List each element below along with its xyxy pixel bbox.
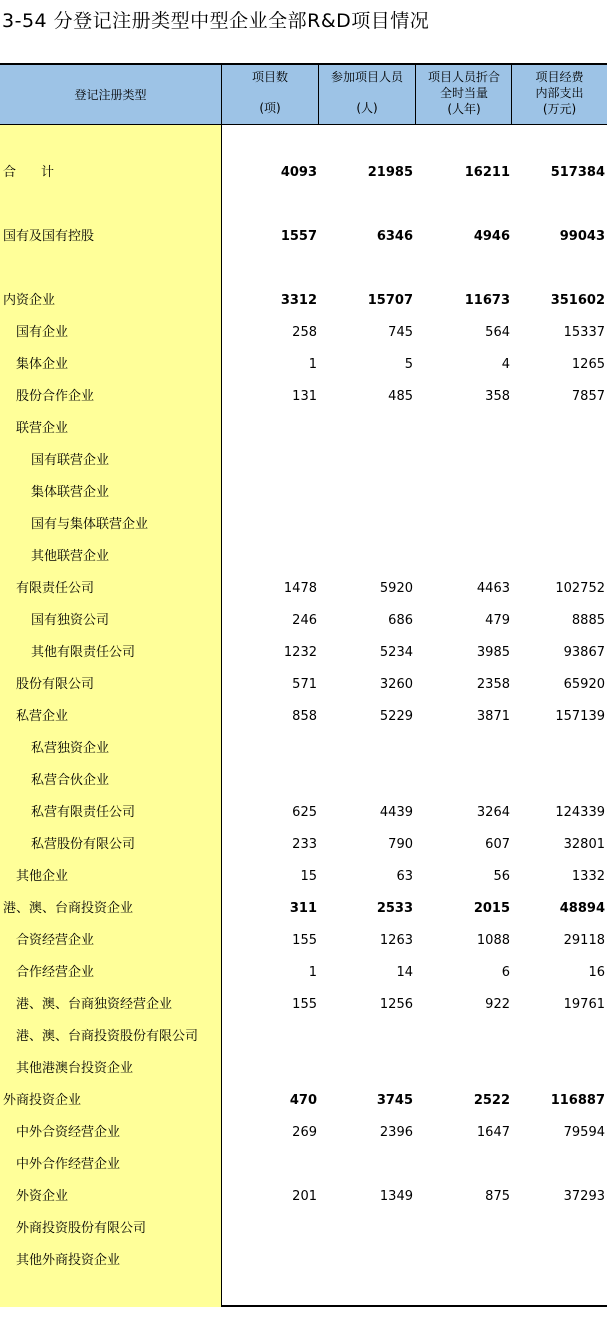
header-expenditure [512, 65, 607, 124]
row-value: 4439 [379, 805, 413, 820]
row-value: 351602 [550, 293, 605, 308]
row-value: 5 [404, 357, 413, 372]
row-label: 合资经营企业 [16, 933, 95, 948]
table-row [0, 1021, 607, 1053]
row-value: 1 [308, 965, 317, 980]
row-value: 5234 [379, 645, 413, 660]
table-row [0, 285, 607, 317]
row-value: 5229 [379, 709, 413, 724]
row-value: 1 [308, 357, 317, 372]
row-value: 124339 [555, 805, 605, 820]
row-value: 686 [388, 613, 413, 628]
table-row [0, 573, 607, 605]
table-row [0, 349, 607, 381]
row-value: 15 [300, 869, 317, 884]
row-value: 246 [292, 613, 317, 628]
table-row [0, 541, 607, 573]
row-value: 233 [292, 837, 317, 852]
row-value: 4093 [280, 165, 317, 180]
row-value: 258 [292, 325, 317, 340]
table-row [0, 605, 607, 637]
row-value: 311 [289, 901, 317, 916]
table-row [0, 509, 607, 541]
row-label: 合 计 [3, 165, 61, 180]
row-value: 131 [292, 389, 317, 404]
table-row [0, 1053, 607, 1085]
row-value: 37293 [563, 1189, 605, 1204]
row-label: 港、澳、台商投资企业 [3, 901, 134, 916]
table-row [0, 1181, 607, 1213]
row-value: 3985 [476, 645, 510, 660]
header-line: (人) [356, 101, 378, 115]
row-value: 21985 [367, 165, 413, 180]
row-value: 32801 [563, 837, 605, 852]
row-label: 外商投资股份有限公司 [16, 1221, 147, 1236]
header-fte [416, 65, 512, 124]
table-row [0, 829, 607, 861]
row-value: 4463 [476, 581, 510, 596]
row-value: 858 [292, 709, 317, 724]
table-row [0, 925, 607, 957]
row-label: 私营有限责任公司 [31, 805, 136, 820]
header-line: 全时当量 [439, 86, 488, 100]
table-row [0, 733, 607, 765]
row-label: 其他企业 [16, 869, 69, 884]
row-value: 3871 [476, 709, 510, 724]
row-label: 其他港澳台投资企业 [16, 1061, 134, 1076]
row-value: 2533 [376, 901, 413, 916]
table-row [0, 701, 607, 733]
row-value: 99043 [559, 229, 605, 244]
row-value: 1088 [476, 933, 510, 948]
row-value: 19761 [563, 997, 605, 1012]
header-line: 登记注册类型 [74, 88, 147, 102]
row-value: 201 [292, 1189, 317, 1204]
row-value: 14 [396, 965, 413, 980]
row-value: 157139 [555, 709, 605, 724]
row-value: 875 [485, 1189, 510, 1204]
header-line: (人年) [447, 102, 481, 116]
row-label: 合作经营企业 [16, 965, 95, 980]
row-value: 4946 [473, 229, 510, 244]
row-value: 3312 [280, 293, 317, 308]
row-value: 4 [501, 357, 510, 372]
row-value: 1332 [571, 869, 605, 884]
row-value: 1557 [280, 229, 317, 244]
header-line: 项目人员折合 [427, 70, 500, 84]
row-value: 6 [501, 965, 510, 980]
table-row [0, 381, 607, 413]
row-label: 其他有限责任公司 [31, 645, 136, 660]
row-value: 65920 [563, 677, 605, 692]
row-label: 私营企业 [16, 709, 69, 724]
table-row [0, 477, 607, 509]
row-value: 517384 [550, 165, 605, 180]
row-value: 1478 [283, 581, 317, 596]
row-value: 5920 [379, 581, 413, 596]
row-value: 15707 [367, 293, 413, 308]
header-line: (万元) [542, 102, 577, 116]
row-label: 国有企业 [16, 325, 69, 340]
table-row [0, 797, 607, 829]
table-row [0, 413, 607, 445]
row-label: 国有联营企业 [31, 453, 110, 468]
row-value: 479 [485, 613, 510, 628]
row-label: 其他联营企业 [31, 549, 110, 564]
row-value: 155 [292, 997, 317, 1012]
row-value: 29118 [563, 933, 605, 948]
row-value: 790 [388, 837, 413, 852]
table-row [0, 1117, 607, 1149]
row-value: 607 [485, 837, 510, 852]
row-value: 15337 [563, 325, 605, 340]
row-label: 内资企业 [3, 293, 56, 308]
row-label: 有限责任公司 [16, 581, 95, 596]
row-value: 1265 [571, 357, 605, 372]
page-title: 3-54 分登记注册类型中型企业全部R&D项目情况 [2, 10, 430, 32]
row-value: 2015 [473, 901, 510, 916]
row-label: 国有与集体联营企业 [31, 517, 149, 532]
row-label: 私营合伙企业 [31, 773, 110, 788]
table-row [0, 157, 607, 189]
row-value: 2358 [476, 677, 510, 692]
row-value: 102752 [555, 581, 605, 596]
row-label: 港、澳、台商独资经营企业 [16, 997, 173, 1012]
row-value: 2396 [379, 1125, 413, 1140]
row-label: 股份合作企业 [16, 389, 95, 404]
header-project-count [222, 65, 318, 124]
row-value: 625 [292, 805, 317, 820]
header-personnel [319, 65, 415, 124]
row-label: 其他外商投资企业 [16, 1253, 121, 1268]
header-line: 内部支出 [535, 86, 584, 100]
row-value: 63 [396, 869, 413, 884]
row-value: 470 [289, 1093, 317, 1108]
row-value: 1349 [379, 1189, 413, 1204]
row-value: 3264 [476, 805, 510, 820]
row-value: 1263 [379, 933, 413, 948]
header-line: 项目数 [251, 70, 288, 84]
row-value: 1232 [283, 645, 317, 660]
row-value: 3745 [376, 1093, 413, 1108]
table-row [0, 1213, 607, 1245]
row-label: 中外合资经营企业 [16, 1125, 121, 1140]
table-row [0, 957, 607, 989]
row-value: 79594 [563, 1125, 605, 1140]
row-label: 私营独资企业 [31, 741, 110, 756]
header-line: (项) [259, 101, 281, 115]
row-value: 358 [485, 389, 510, 404]
row-value: 1256 [379, 997, 413, 1012]
row-value: 93867 [563, 645, 605, 660]
row-value: 48894 [559, 901, 605, 916]
row-value: 11673 [464, 293, 510, 308]
row-value: 2522 [473, 1093, 510, 1108]
table-row [0, 1245, 607, 1277]
row-label: 外资企业 [16, 1189, 69, 1204]
table-row [0, 989, 607, 1021]
row-value: 56 [493, 869, 510, 884]
row-value: 16211 [464, 165, 510, 180]
table-row [0, 221, 607, 253]
table-row [0, 893, 607, 925]
row-value: 269 [292, 1125, 317, 1140]
table-row [0, 765, 607, 797]
row-label: 联营企业 [16, 421, 69, 436]
table-row [0, 1149, 607, 1181]
row-value: 1647 [476, 1125, 510, 1140]
row-label: 私营股份有限公司 [31, 837, 136, 852]
table-row [0, 637, 607, 669]
row-label: 国有独资公司 [31, 613, 110, 628]
row-value: 922 [485, 997, 510, 1012]
row-value: 745 [388, 325, 413, 340]
row-value: 571 [292, 677, 317, 692]
table-row [0, 1085, 607, 1117]
table-header [0, 65, 607, 125]
row-value: 485 [388, 389, 413, 404]
row-label: 集体联营企业 [31, 485, 110, 500]
row-label: 外商投资企业 [3, 1093, 82, 1108]
header-line: 参加项目人员 [330, 70, 403, 84]
row-value: 16 [588, 965, 605, 980]
row-label: 中外合作经营企业 [16, 1157, 121, 1172]
header-registration-type [0, 65, 221, 124]
table-row [0, 861, 607, 893]
row-value: 116887 [550, 1093, 605, 1108]
row-value: 7857 [571, 389, 605, 404]
table-row [0, 669, 607, 701]
table-row [0, 445, 607, 477]
row-label: 集体企业 [16, 357, 69, 372]
row-label: 国有及国有控股 [3, 229, 95, 244]
row-label: 股份有限公司 [16, 677, 95, 692]
row-value: 564 [485, 325, 510, 340]
row-value: 155 [292, 933, 317, 948]
header-line: 项目经费 [535, 70, 584, 84]
row-value: 6346 [376, 229, 413, 244]
table-row [0, 317, 607, 349]
row-value: 8885 [571, 613, 605, 628]
row-label: 港、澳、台商投资股份有限公司 [16, 1029, 199, 1044]
row-value: 3260 [379, 677, 413, 692]
data-table [0, 63, 607, 1307]
